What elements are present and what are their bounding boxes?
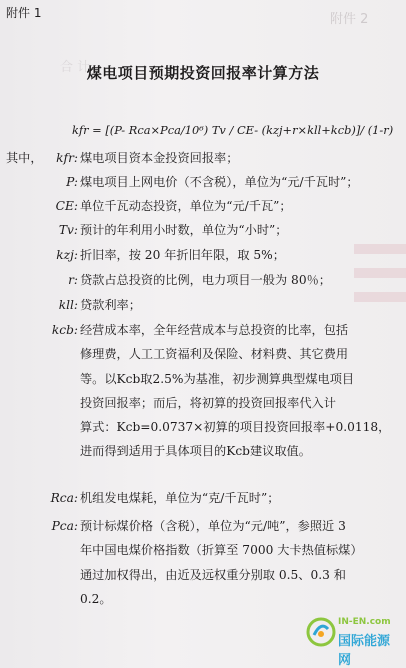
- bleed-through-header: 附件 2: [330, 12, 369, 27]
- lead-text: 其中，: [6, 151, 43, 165]
- bleed-through-band: [354, 244, 406, 254]
- bleed-through-subtitle: 合 计: [60, 60, 91, 75]
- watermark-cn: 国际能源网: [338, 634, 391, 668]
- kcb-paragraph: [80, 318, 398, 464]
- paragraph-line: 经营成本率，全年经营成本与总投资的比率，包括: [80, 323, 349, 337]
- definition-symbol: r:: [68, 273, 78, 287]
- definition-text: 贷款利率；: [80, 298, 141, 312]
- definition-symbol: kzj:: [56, 248, 78, 262]
- formula: kfr = [(P- Rca×Pca/10⁶) Tv / CE- (kzj+r×kll+kcb)]/ (1-r): [72, 123, 394, 137]
- definition-symbol: CE:: [55, 199, 78, 213]
- definition-symbol: Tv:: [58, 223, 78, 237]
- definition-symbol: kfr:: [56, 151, 78, 165]
- definition-text: 煤电项目上网电价（不含税），单位为“元/千瓦时”；: [80, 175, 359, 189]
- paragraph-line: 0.2。: [80, 591, 112, 606]
- definition-symbol: kcb:: [51, 323, 78, 337]
- bleed-through-band: [354, 292, 406, 302]
- bleed-through-band: [354, 268, 406, 278]
- definition-symbol: Rca:: [50, 491, 78, 505]
- paragraph-line: 算式：Kcb=0.0737×初算的项目投资回报率+0.0118，: [80, 420, 391, 435]
- energy-logo-icon: [306, 617, 336, 647]
- paragraph-line: 预计标煤价格（含税），单位为“元/吨”，参照近 3: [80, 519, 346, 533]
- document-title: 煤电项目预期投资回报率计算方法: [86, 64, 320, 82]
- paragraph-line: 进而得到适用于具体项目的Kcb建议取值。: [80, 444, 311, 459]
- definition-text: 煤电项目资本金投资回报率；: [80, 151, 239, 165]
- watermark-logo: [306, 615, 402, 668]
- definition-symbol: kll:: [58, 298, 78, 312]
- definition-text: 单位千瓦动态投资，单位为“元/千瓦”；: [80, 199, 292, 213]
- definition-symbol: Pca:: [51, 519, 78, 533]
- definition-symbol: P:: [66, 175, 78, 189]
- paragraph-line: 修理费，人工工资福利及保险、材料费、其它费用: [80, 347, 349, 362]
- paragraph-line: 年中国电煤价格指数（折算至 7000 大卡热值标煤）: [80, 543, 363, 558]
- definition-text: 贷款占总投资的比例，电力项目一般为 80％；: [80, 273, 331, 287]
- definition-text: 预计的年利用小时数，单位为“小时”；: [80, 223, 288, 237]
- paragraph-line: 等。以Kcb取2.5%为基准，初步测算典型煤电项目: [80, 371, 355, 386]
- paragraph-line: 投资回报率；而后，将初算的投资回报率代入计: [80, 395, 336, 410]
- paragraph-line: 通过加权得出，由近及远权重分别取 0.5、0.3 和: [80, 567, 346, 582]
- watermark-en: IN-EN.com: [338, 617, 391, 627]
- definition-text: 机组发电煤耗，单位为“克/千瓦时”；: [80, 491, 280, 505]
- pca-paragraph: [80, 514, 398, 611]
- definition-text: 折旧率，按 20 年折旧年限，取 5%；: [80, 248, 285, 262]
- attachment-label: 附件 1: [6, 6, 42, 20]
